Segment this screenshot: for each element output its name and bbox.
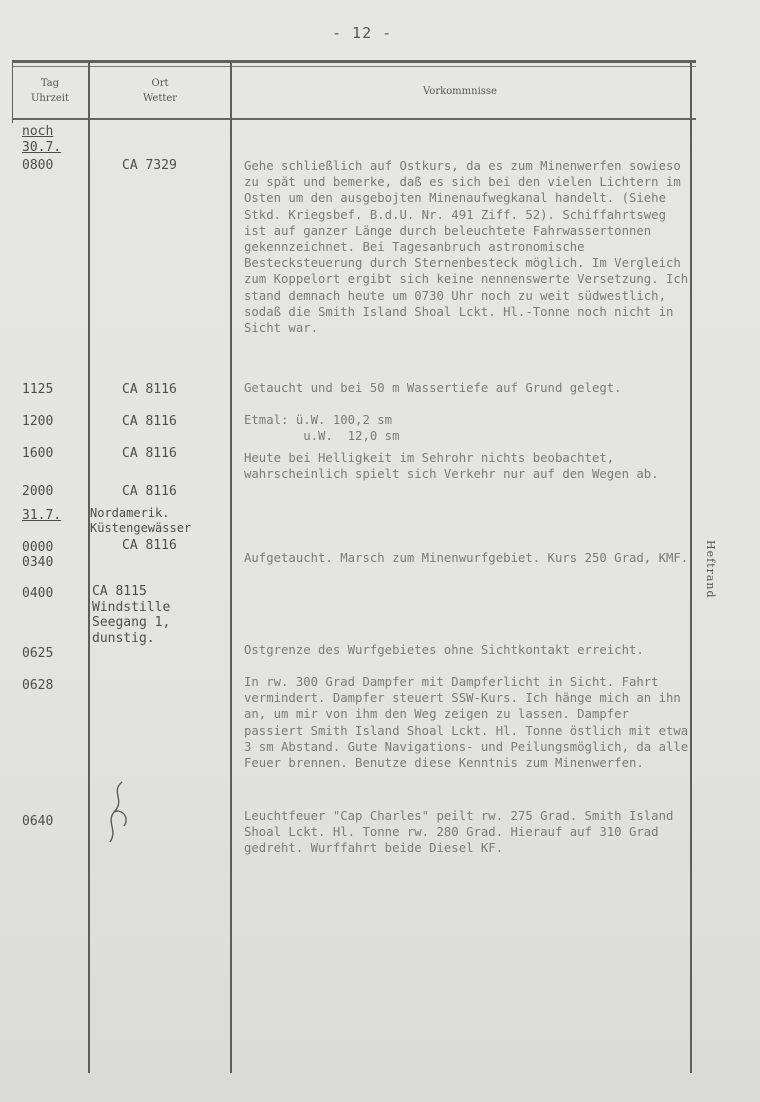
header-tag-label: Tag (40, 78, 60, 89)
row-time: 0400 (22, 586, 54, 601)
row-time: 0640 (22, 814, 54, 829)
row-time: 0800 (22, 158, 54, 173)
row-time: noch 30.7. (22, 124, 62, 155)
row-time: 0000 0340 (22, 540, 54, 570)
row-time: 0628 (22, 678, 54, 693)
row-location: CA 8116 (122, 414, 177, 429)
header-uhrzeit-label: Uhrzeit (30, 93, 70, 104)
row-location: CA 8115 Windstille Seegang 1, dunstig. (92, 584, 171, 646)
row-entry: Aufgetaucht. Marsch zum Minenwurfgebiet. Kurs 250 Grad, KMF. (244, 551, 689, 565)
row-location: CA 8116 (122, 484, 177, 499)
handwritten-mark (100, 778, 140, 848)
row-entry: Getaucht und bei 50 m Wassertiefe auf Grund gelegt. (244, 381, 622, 395)
row-time: 0625 (22, 646, 54, 661)
header-ort-wetter (92, 76, 228, 106)
row-time: 1200 (22, 414, 54, 429)
header-divider (12, 118, 696, 120)
row-location: CA 7329 (122, 158, 177, 173)
row-location: CA 8116 (122, 446, 177, 461)
page-number: - 12 - (332, 24, 393, 42)
header-ort-label: Ort (151, 78, 169, 89)
row-entry: Leuchtfeuer "Cap Charles" peilt rw. 275 Grad. Smith Island Shoal Lckt. Hl. Tonne rw. 280 Grad. Hierauf auf 310 Grad gedreht. Wurffahrt beide Diesel KF. (244, 809, 674, 856)
header-vorkommnisse: Vorkommnisse (423, 86, 497, 97)
row-time: 31.7. (22, 508, 62, 523)
row-time: 1600 (22, 446, 54, 461)
row-entry: Ostgrenze des Wurfgebietes ohne Sichtkontakt erreicht. (244, 643, 644, 657)
table-top-border (12, 60, 696, 63)
header-tag-uhrzeit (14, 76, 86, 106)
row-location: Nordamerik. Küstengewässer (90, 506, 192, 535)
row-time: 2000 (22, 484, 54, 499)
row-time: 1125 (22, 382, 54, 397)
side-note: Heftrand (704, 540, 717, 599)
table-top-border-inner (12, 66, 696, 67)
column-divider-2 (230, 63, 232, 1073)
row-entry: Heute bei Helligkeit im Sehrohr nichts beobachtet, wahrscheinlich spielt sich Verkehr nur auf den Wegen ab. (244, 451, 659, 482)
row-entry: Gehe schließlich auf Ostkurs, da es zum Minenwerfen sowieso zu spät und bemerke, daß es sich bei den vielen Lichtern im Osten um den ausgebojten Minenaufwegkanal handelt. (Siehe Stkd. Kriegsbef. B.d.U. Nr. 491 Ziff. 52). Schiffahrtsweg ist auf ganzer Länge durch beleuchtete Fahrwassertonnen gekennzeichnet. Bei Tagesanbruch astronomische Bestecksteuerung durch Sternenbesteck möglich. Im Vergleich zum Koppelort ergibt sich keine nennenswerte Versetzung. Ich stand demnach heute um 0730 Uhr noch zu weit südwestlich, sodaß die Smith Island Shoal Lckt. Hl.-Tonne noch nicht in Sicht war. (244, 159, 689, 336)
column-divider-left (12, 63, 13, 123)
header-wetter-label: Wetter (142, 93, 178, 104)
row-entry: Etmal: ü.W. 100,2 sm u.W. 12,0 sm (244, 413, 400, 444)
row-location: CA 8116 (122, 538, 177, 553)
column-divider-1 (88, 63, 90, 1073)
column-divider-right (690, 63, 692, 1073)
row-entry: In rw. 300 Grad Dampfer mit Dampferlicht in Sicht. Fahrt vermindert. Dampfer steuert SSW-Kurs. Ich hänge mich an ihn an, um mir von ihm den Weg zeigen zu lassen. Dampfer passiert Smith Island Shoal Lckt. Hl. Tonne östlich mit etwa 3 sm Abstand. Gute Navigations- und Peilungsmöglich, da alle Feuer brennen. Benutze diese Kenntnis zum Minenwerfen. (244, 675, 689, 771)
row-location: CA 8116 (122, 382, 177, 397)
